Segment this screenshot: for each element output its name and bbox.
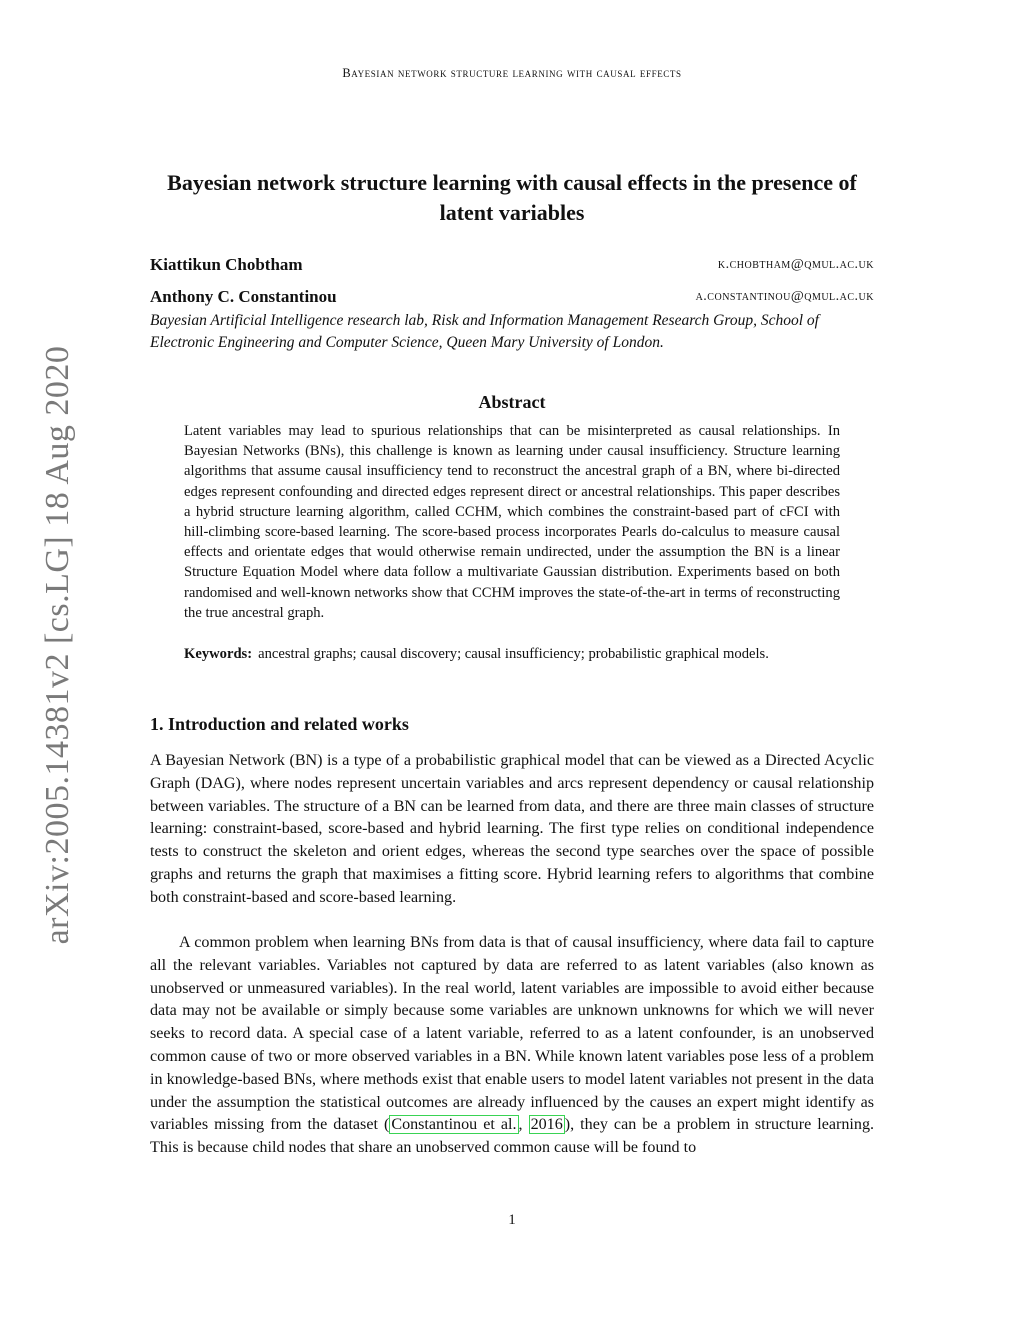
abstract-heading: Abstract [478,392,546,412]
citation-link-author[interactable]: Constantinou et al. [391,1116,517,1134]
author-name: Anthony C. Constantinou [150,287,337,306]
keywords-label: Keywords: [184,646,253,662]
keywords [184,644,840,664]
citation-link-year[interactable]: 2016 [530,1116,563,1134]
citation-separator: , [518,1116,529,1134]
keywords-text: ancestral graphs; causal discovery; causal insufficiency; probabilistic graphical models. [258,646,769,662]
author-email: k.chobtham@qmul.ac.uk [717,257,874,272]
author-row [150,255,874,277]
affiliation: Bayesian Artificial Intelligence research lab, Risk and Information Management Research Group, School of Electronic Engineering and Computer Science, Queen Mary University of London. [150,312,819,351]
author-row [150,287,874,309]
running-head: Bayesian network structure learning with causal effects [342,66,682,80]
paragraph [150,932,874,1160]
paragraph: A Bayesian Network (BN) is a type of a probabilistic graphical model that can be viewed as a Directed Acyclic Graph (DAG), where nodes represent uncertain variables and arcs represent dependency or causal relationship between variables. The structure of a BN can be learned from data, and there are three main classes of structure learning: constraint-based, score-based and hybrid learning. The first type relies on conditional independence tests to construct the skeleton and orient edges, whereas the second type searches over the space of possible graphs and returns the graph that maximises a fitting score. Hybrid learning refers to algorithms that combine both constraint-based and score-based learning. [150,752,874,906]
author-email: a.constantinou@qmul.ac.uk [695,289,874,304]
paper-title: Bayesian network structure learning with causal effects in the presence of latent variables [167,170,857,225]
paragraph-text: A common problem when learning BNs from data is that of causal insufficiency, where data fail to capture all the relevant variables. Variables not captured by data are referred to as latent variables (also known as unobserved or unmeasured variables). In the real world, latent variables are impossible to avoid either because data may not be available or simply because some variables are unknown unknowns for which we will never seeks to record data. A special case of a latent variable, referred to as a latent confounder, is an unobserved common cause of two or more observed variables in a BN. While known latent variables pose less of a problem in knowledge-based BNs, where methods exist that enable users to model latent variables not present in the data under the assumption the statistical outcomes are already influenced by the causes an expert might identify as variables missing from the dataset ( [150,934,874,1134]
author-name: Kiattikun Chobtham [150,255,303,274]
page-number: 1 [508,1212,516,1228]
section-heading: 1. Introduction and related works [150,714,409,734]
abstract-text: Latent variables may lead to spurious relationships that can be misinterpreted as causal relationships. In Bayesian Networks (BNs), this challenge is known as learning under causal insufficiency. Structure learning algorithms that assume causal insufficiency tend to reconstruct the ancestral graph of a BN, where bi-directed edges represent confounding and directed edges represent direct or ancestral relationships. This paper describes a hybrid structure learning algorithm, called CCHM, which combines the constraint-based part of cFCI with hill-climbing score-based learning. The score-based process incorporates Pearls do-calculus to measure causal effects and orientate edges that would otherwise remain undirected, under the assumption the BN is a linear Structure Equation Model where data follow a multivariate Gaussian distribution. Experiments based on both randomised and well-known networks show that CCHM improves the state-of-the-art in terms of reconstructing the true ancestral graph. [184,423,840,621]
paragraph-text: ), they can be a problem in structure learning. This is because child nodes that share an unobserved common cause will be found to [150,1116,875,1157]
arxiv-identifier-stamp: arXiv:2005.14381v2 [cs.LG] 18 Aug 2020 [39,345,76,945]
